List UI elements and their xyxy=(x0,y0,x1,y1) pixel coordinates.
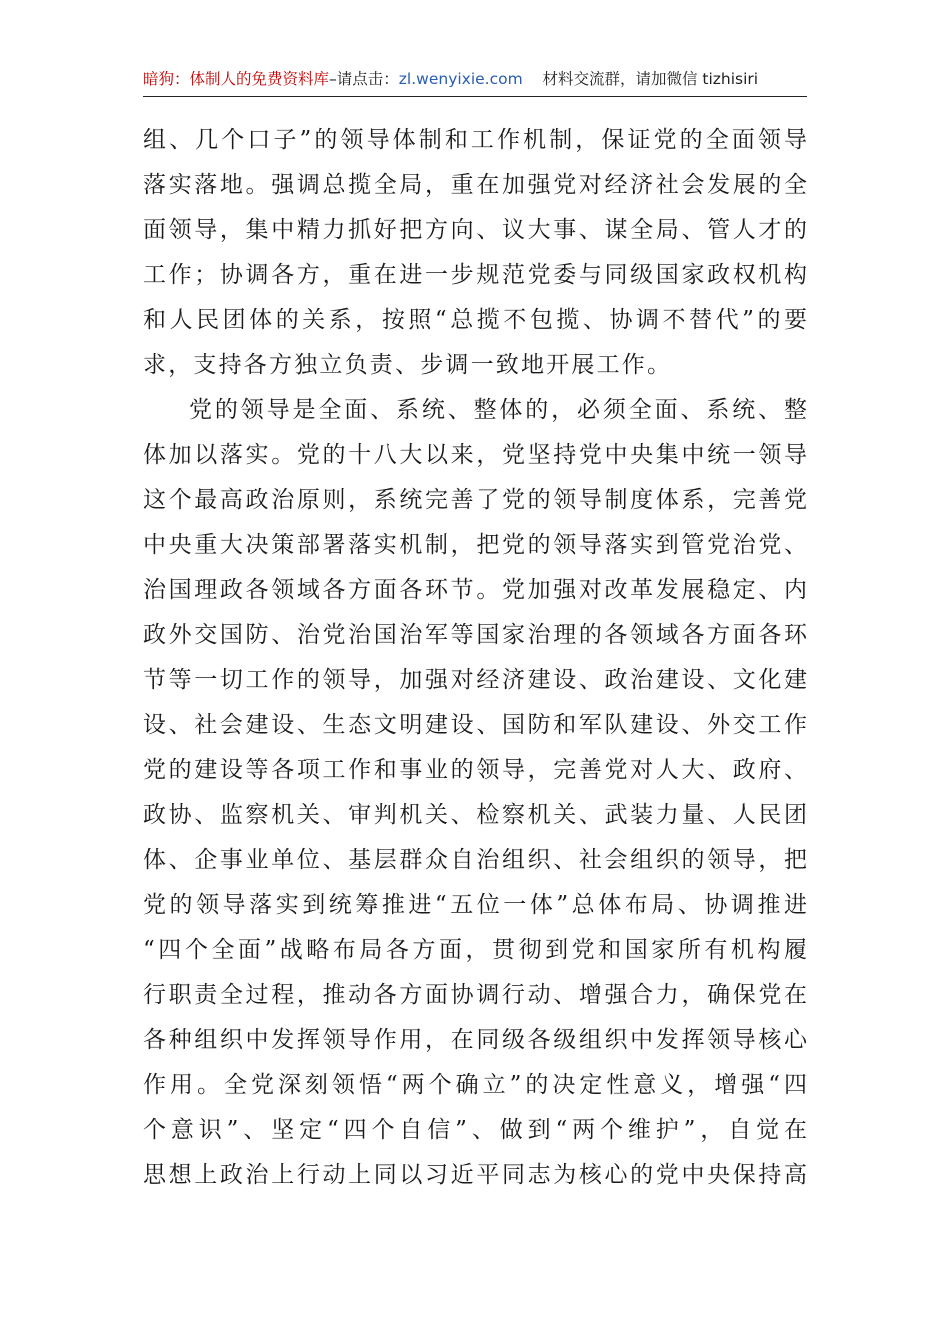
text-line: 各种组织中发挥领导作用，在同级各级组织中发挥领导核心 xyxy=(143,1027,807,1053)
text-line: 体、企事业单位、基层群众自治组织、社会组织的领导，把 xyxy=(143,847,807,873)
text-line: 这个最高政治原则，系统完善了党的领导制度体系，完善党 xyxy=(143,487,807,513)
text-line: “四个全面”战略布局各方面，贯彻到党和国家所有机构履 xyxy=(143,937,807,963)
text-line: 作用。全党深刻领悟“两个确立”的决定性意义，增强“四 xyxy=(143,1072,807,1098)
text-line: 组、几个口子”的领导体制和工作机制，保证党的全面领导 xyxy=(143,127,807,153)
text-line: 党的领导是全面、系统、整体的，必须全面、系统、整 xyxy=(189,397,807,423)
text-line: 体加以落实。党的十八大以来，党坚持党中央集中统一领导 xyxy=(143,442,807,468)
text-line: 政外交国防、治党治国治军等国家治理的各领域各方面各环 xyxy=(143,622,807,648)
header-group-info: 材料交流群，请加微信 tizhisiri xyxy=(542,70,759,88)
header-link[interactable]: zl.wenyixie.com xyxy=(398,70,523,88)
header-dash: – xyxy=(329,70,337,88)
text-line: 设、社会建设、生态文明建设、国防和军队建设、外交工作 xyxy=(143,712,807,738)
text-line: 节等一切工作的领导，加强对经济建设、政治建设、文化建 xyxy=(143,667,807,693)
text-line: 落实落地。强调总揽全局，重在加强党对经济社会发展的全 xyxy=(143,172,807,198)
paragraph-2 xyxy=(143,388,807,1198)
text-line: 治国理政各领域各方面各环节。党加强对改革发展稳定、内 xyxy=(143,577,807,603)
text-line: 个意识”、坚定“四个自信”、做到“两个维护”，自觉在 xyxy=(143,1117,807,1143)
text-line: 党的领导落实到统筹推进“五位一体”总体布局、协调推进 xyxy=(143,892,807,918)
text-line: 党的建设等各项工作和事业的领导，完善党对人大、政府、 xyxy=(143,757,807,783)
text-line: 思想上政治上行动上同以习近平同志为核心的党中央保持高 xyxy=(143,1162,807,1188)
text-line: 面领导，集中精力抓好把方向、议大事、谋全局、管人才的 xyxy=(143,217,807,243)
text-line: 行职责全过程，推动各方面协调行动、增强合力，确保党在 xyxy=(143,982,807,1008)
document-body xyxy=(143,118,807,1198)
page-header xyxy=(143,66,807,97)
text-line: 和人民团体的关系，按照“总揽不包揽、协调不替代”的要 xyxy=(143,307,807,333)
text-line: 中央重大决策部署落实机制，把党的领导落实到管党治党、 xyxy=(143,532,807,558)
text-line: 求，支持各方独立负责、步调一致地开展工作。 xyxy=(143,352,673,378)
text-line: 工作；协调各方，重在进一步规范党委与同级国家政权机构 xyxy=(143,262,807,288)
paragraph-1 xyxy=(143,118,807,388)
header-brand: 暗狗：体制人的免费资料库 xyxy=(143,70,330,88)
header-link-label: 请点击： xyxy=(336,70,399,88)
text-line: 政协、监察机关、审判机关、检察机关、武装力量、人民团 xyxy=(143,802,807,828)
